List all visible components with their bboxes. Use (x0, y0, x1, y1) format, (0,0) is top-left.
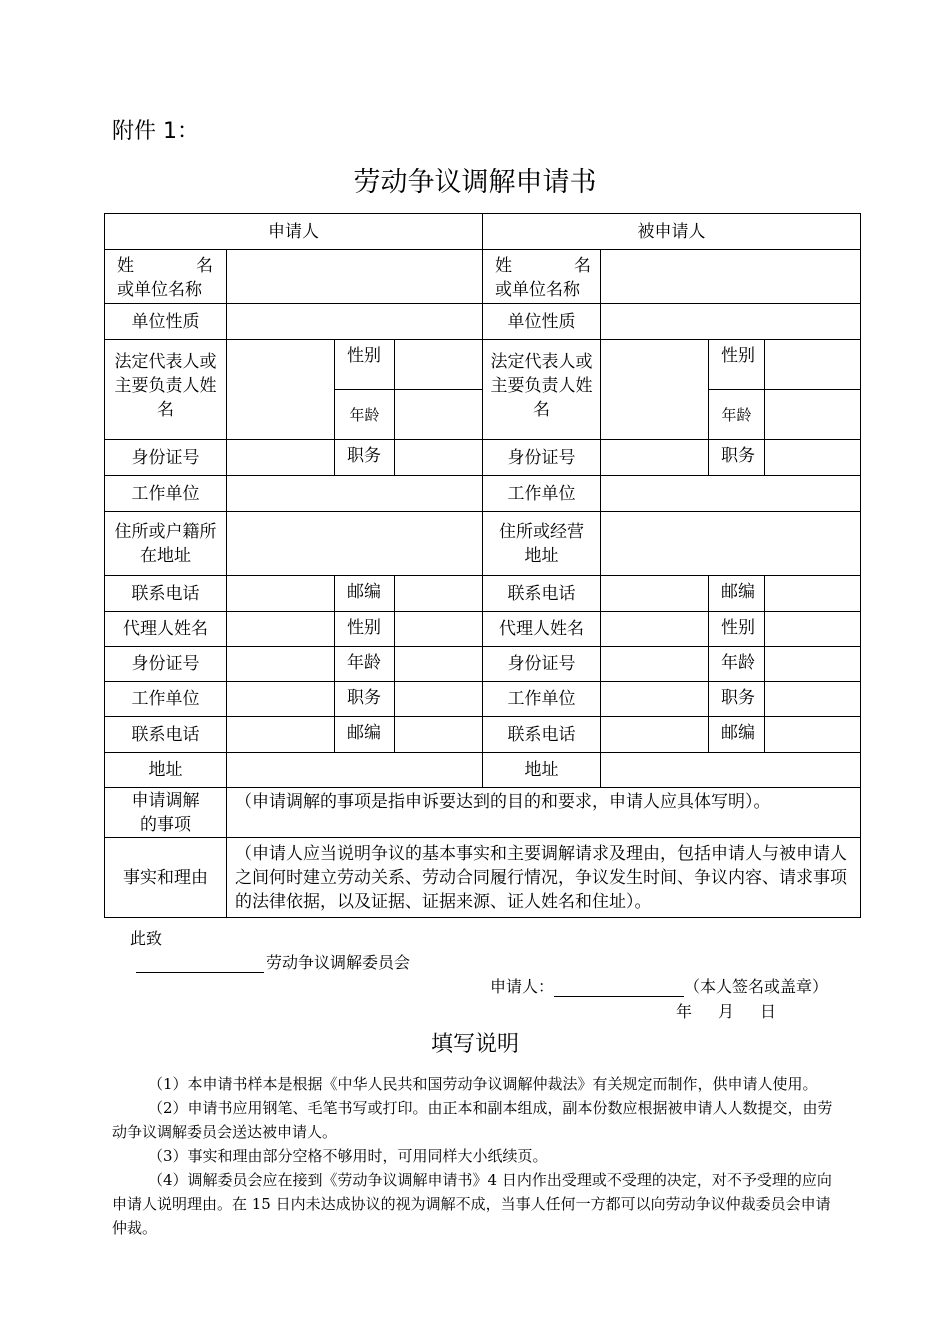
respondent-id-label: 身份证号 (483, 440, 601, 476)
respondent-name-field[interactable] (601, 250, 861, 304)
respondent-age-field[interactable] (765, 390, 861, 440)
respondent-agent-id-field[interactable] (601, 647, 709, 682)
applicant-agent-age-field[interactable] (395, 647, 483, 682)
applicant-position-field[interactable] (395, 440, 483, 476)
respondent-age-label: 年龄 (709, 390, 765, 440)
applicant-unit-nature-field[interactable] (227, 304, 483, 340)
applicant-residence-label: 住所或户籍所在地址 (105, 512, 227, 576)
applicant-agent-name-label: 代理人姓名 (105, 612, 227, 647)
applicant-agent-work-unit-label: 工作单位 (105, 682, 227, 717)
attachment-label: 附件 1： (112, 119, 199, 144)
signature-note: （本人签名或盖章） (684, 977, 829, 996)
salutation: 此致 (130, 929, 163, 948)
instruction-item: （4）调解委员会应在接到《劳动争议调解申请书》4 日内作出受理或不受理的决定，对不予受理的应向申请人说明理由。在 15 日内未达成协议的视为调解不成，当事人任何一方都可以向劳动争议仲裁委员会申请仲裁。 (112, 1171, 832, 1237)
applicant-name-field[interactable] (227, 250, 483, 304)
respondent-phone-field[interactable] (601, 576, 709, 612)
instruction-item: （2）申请书应用钢笔、毛笔书写或打印。由正本和副本组成，副本份数应根据被申请人人数提交，由劳动争议调解委员会送达被申请人。 (112, 1099, 833, 1141)
date-day: 日 (760, 1002, 777, 1021)
respondent-agent-phone-field[interactable] (601, 717, 709, 753)
date-line (676, 999, 802, 1022)
committee-label: 劳动争议调解委员会 (266, 953, 411, 972)
committee-name-blank[interactable] (136, 954, 264, 973)
respondent-id-field[interactable] (601, 440, 709, 476)
instruction-item: （3）事实和理由部分空格不够用时，可用同样大小纸续页。 (148, 1147, 548, 1165)
applicant-age-label: 年龄 (335, 390, 395, 440)
applicant-agent-id-field[interactable] (227, 647, 335, 682)
respondent-legal-rep-label: 法定代表人或主要负责人姓名 (483, 340, 601, 440)
respondent-unit-nature-label: 单位性质 (483, 304, 601, 340)
date-month: 月 (718, 1002, 735, 1021)
applicant-agent-postcode-field[interactable] (395, 717, 483, 753)
applicant-position-label: 职务 (335, 440, 395, 476)
respondent-postcode-label: 邮编 (709, 576, 765, 612)
respondent-legal-rep-field[interactable] (601, 340, 709, 440)
respondent-position-field[interactable] (765, 440, 861, 476)
applicant-id-field[interactable] (227, 440, 335, 476)
respondent-agent-work-unit-field[interactable] (601, 682, 709, 717)
applicant-header: 申请人 (105, 214, 483, 250)
applicant-agent-work-unit-field[interactable] (227, 682, 335, 717)
applicant-work-unit-field[interactable] (227, 476, 483, 512)
respondent-agent-name-field[interactable] (601, 612, 709, 647)
respondent-agent-postcode-label: 邮编 (709, 717, 765, 753)
applicant-agent-phone-label: 联系电话 (105, 717, 227, 753)
applicant-legal-rep-label: 法定代表人或主要负责人姓名 (105, 340, 227, 440)
applicant-agent-postcode-label: 邮编 (335, 717, 395, 753)
applicant-signature-label: 申请人： (490, 977, 555, 996)
respondent-agent-gender-label: 性别 (709, 612, 765, 647)
respondent-address-label: 地址 (483, 753, 601, 788)
respondent-agent-age-field[interactable] (765, 647, 861, 682)
instructions-list (112, 1072, 842, 1240)
applicant-legal-rep-field[interactable] (227, 340, 335, 440)
respondent-residence-field[interactable] (601, 512, 861, 576)
applicant-address-field[interactable] (227, 753, 483, 788)
respondent-agent-gender-field[interactable] (765, 612, 861, 647)
respondent-agent-age-label: 年龄 (709, 647, 765, 682)
applicant-agent-gender-label: 性别 (335, 612, 395, 647)
applicant-work-unit-label: 工作单位 (105, 476, 227, 512)
respondent-position-label: 职务 (709, 440, 765, 476)
respondent-agent-position-field[interactable] (765, 682, 861, 717)
respondent-gender-field[interactable] (765, 340, 861, 390)
applicant-phone-label: 联系电话 (105, 576, 227, 612)
applicant-agent-name-field[interactable] (227, 612, 335, 647)
applicant-age-field[interactable] (395, 390, 483, 440)
respondent-agent-position-label: 职务 (709, 682, 765, 717)
applicant-address-label: 地址 (105, 753, 227, 788)
facts-field[interactable]: （申请人应当说明争议的基本事实和主要调解请求及理由，包括申请人与被申请人之间何时建立劳动关系、劳动合同履行情况，争议发生时间、争议内容、请求事项的法律依据，以及证据、证据来源、证人姓名和住址）。 (227, 838, 861, 918)
respondent-work-unit-label: 工作单位 (483, 476, 601, 512)
applicant-name-label: 姓 名 或单位名称 (105, 250, 227, 304)
applicant-postcode-field[interactable] (395, 576, 483, 612)
applicant-residence-field[interactable] (227, 512, 483, 576)
applicant-unit-nature-label: 单位性质 (105, 304, 227, 340)
applicant-agent-gender-field[interactable] (395, 612, 483, 647)
page-title: 劳动争议调解申请书 (353, 167, 597, 198)
respondent-phone-label: 联系电话 (483, 576, 601, 612)
respondent-work-unit-field[interactable] (601, 476, 861, 512)
applicant-agent-position-label: 职务 (335, 682, 395, 717)
respondent-postcode-field[interactable] (765, 576, 861, 612)
committee-line (136, 950, 410, 973)
respondent-header: 被申请人 (483, 214, 861, 250)
applicant-gender-label: 性别 (335, 340, 395, 390)
matters-label: 申请调解的事项 (105, 788, 227, 838)
application-form-table (104, 213, 861, 918)
applicant-signature-line (490, 974, 828, 997)
applicant-agent-id-label: 身份证号 (105, 647, 227, 682)
applicant-gender-field[interactable] (395, 340, 483, 390)
respondent-residence-label: 住所或经营地址 (483, 512, 601, 576)
respondent-gender-label: 性别 (709, 340, 765, 390)
respondent-agent-id-label: 身份证号 (483, 647, 601, 682)
respondent-agent-work-unit-label: 工作单位 (483, 682, 601, 717)
facts-label: 事实和理由 (105, 838, 227, 918)
respondent-agent-postcode-field[interactable] (765, 717, 861, 753)
matters-field[interactable]: （申请调解的事项是指申诉要达到的目的和要求，申请人应具体写明）。 (227, 788, 861, 838)
respondent-name-label: 姓 名 或单位名称 (483, 250, 601, 304)
applicant-agent-position-field[interactable] (395, 682, 483, 717)
respondent-agent-name-label: 代理人姓名 (483, 612, 601, 647)
applicant-signature-blank[interactable] (554, 978, 684, 997)
instructions-title: 填写说明 (430, 1032, 519, 1057)
applicant-postcode-label: 邮编 (335, 576, 395, 612)
applicant-id-label: 身份证号 (105, 440, 227, 476)
respondent-address-field[interactable] (601, 753, 861, 788)
applicant-agent-phone-field[interactable] (227, 717, 335, 753)
instruction-item: （1）本申请书样本是根据《中华人民共和国劳动争议调解仲裁法》有关规定而制作，供申请人使用。 (148, 1075, 818, 1093)
date-year: 年 (676, 1002, 693, 1021)
applicant-agent-age-label: 年龄 (335, 647, 395, 682)
respondent-agent-phone-label: 联系电话 (483, 717, 601, 753)
applicant-phone-field[interactable] (227, 576, 335, 612)
respondent-unit-nature-field[interactable] (601, 304, 861, 340)
